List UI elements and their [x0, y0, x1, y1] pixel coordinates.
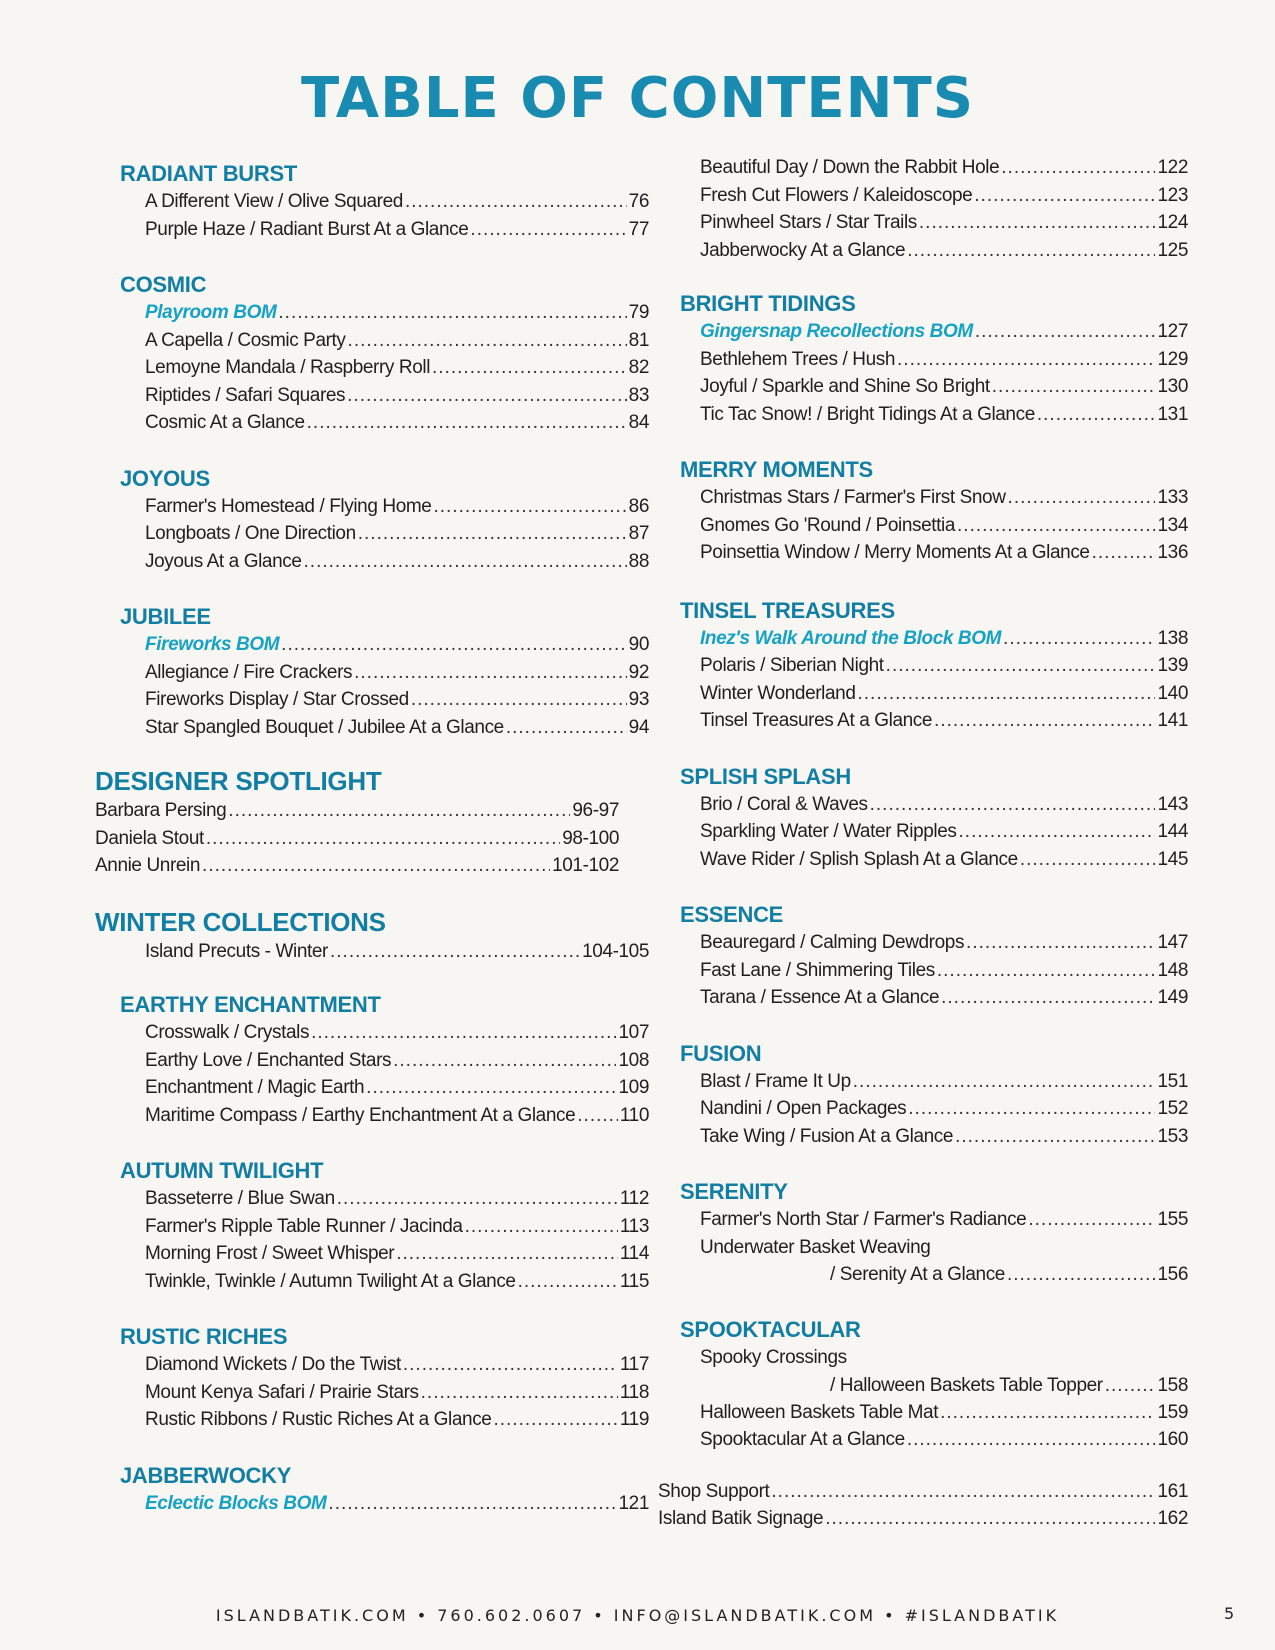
toc-entry[interactable] [95, 825, 619, 853]
toc-entry[interactable] [145, 409, 649, 437]
dot-leader [919, 209, 1156, 237]
dot-leader [328, 1490, 616, 1518]
toc-entry[interactable] [145, 1047, 649, 1075]
section-spooktacular [680, 1316, 1188, 1454]
toc-entry-line1[interactable] [700, 1344, 1188, 1372]
section-heading: FUSION [680, 1040, 762, 1066]
entry-page: 109 [618, 1077, 649, 1098]
dot-leader [396, 1240, 618, 1268]
entry-page: 125 [1157, 239, 1188, 261]
entry-page: 77 [628, 218, 649, 240]
section-joyous [95, 465, 649, 576]
section-heading: JABBERWOCKY [120, 1462, 292, 1488]
toc-entry[interactable] [700, 373, 1188, 401]
entry-page: 160 [1157, 1429, 1188, 1450]
entry-page: 104-105 [582, 940, 649, 962]
toc-entry[interactable] [145, 1351, 649, 1379]
section-winter-collections [95, 906, 649, 966]
entry-page: 147 [1157, 932, 1188, 953]
dot-leader [1007, 1261, 1156, 1288]
entry-page: 108 [618, 1049, 649, 1071]
entry-title: Winter Wonderland [700, 682, 856, 704]
entry-page: 140 [1157, 682, 1188, 704]
entry-title: Pinwheel Stars / Star Trails [700, 212, 917, 233]
dot-leader [347, 382, 626, 410]
entry-page: 115 [619, 1270, 649, 1292]
page-title: TABLE OF CONTENTS [300, 66, 975, 131]
toc-entry[interactable] [658, 1505, 1188, 1533]
dot-leader [957, 512, 1155, 540]
entry-page: 101-102 [552, 855, 619, 876]
entry-page: 127 [1157, 321, 1188, 342]
entry-title: Longboats / One Direction [145, 523, 356, 544]
dot-leader [358, 520, 627, 548]
toc-entry[interactable] [95, 852, 619, 880]
entry-title: Daniela Stout [95, 827, 204, 849]
dot-leader [1003, 625, 1155, 653]
toc-entry[interactable] [145, 1102, 649, 1130]
dot-leader [853, 1068, 1156, 1096]
entry-title: Fireworks Display / Star Crossed [145, 689, 409, 710]
entry-title: Joyful / Sparkle and Shine So Bright [700, 376, 990, 397]
dot-leader [433, 493, 626, 521]
dot-leader [577, 1102, 618, 1130]
dot-leader [908, 1095, 1155, 1123]
entry-title: Fresh Cut Flowers / Kaleidoscope [700, 184, 973, 206]
section-cosmic [95, 271, 649, 437]
section-jabberwocky [95, 1462, 649, 1518]
toc-entry[interactable] [700, 182, 1188, 210]
dot-leader [1008, 484, 1156, 512]
entry-title: A Different View / Olive Squared [145, 191, 403, 212]
entry-title: Enchantment / Magic Earth [145, 1077, 365, 1098]
toc-entry-line2[interactable] [700, 1372, 1188, 1399]
entry-title: Allegiance / Fire Crackers [145, 661, 353, 683]
toc-entry[interactable] [145, 1185, 649, 1213]
entry-title: Inez's Walk Around the Block BOM [700, 627, 1002, 649]
dot-leader [202, 852, 550, 880]
entry-page: 76 [628, 191, 649, 212]
section-designer-spotlight [95, 765, 619, 880]
entry-title: Jabberwocky At a Glance [700, 239, 906, 261]
entry-title: Purple Haze / Radiant Burst At a Glance [145, 218, 469, 240]
toc-entry[interactable] [145, 1379, 649, 1407]
toc-entry-line1[interactable] [700, 1234, 1188, 1262]
section-heading: ESSENCE [680, 902, 784, 927]
dot-leader [465, 1213, 618, 1241]
entry-title: Mount Kenya Safari / Prairie Stars [145, 1381, 419, 1403]
toc-entry[interactable] [700, 237, 1188, 265]
entry-title: Poinsettia Window / Merry Moments At a Glance [700, 542, 1090, 563]
footer-contact: ISLANDBATIK.COM • 760.602.0607 • INFO@ISLANDBATIK.COM • #ISLANDBATIK [215, 1606, 1060, 1625]
entry-title: / Serenity At a Glance [830, 1264, 1005, 1285]
section-jabberwocky-continued [680, 154, 1188, 264]
section-heading: JOYOUS [120, 465, 210, 491]
entry-title: Fireworks BOM [145, 634, 280, 655]
toc-entry-bom[interactable] [145, 631, 649, 659]
entry-title: Crosswalk / Crystals [145, 1022, 310, 1043]
entry-title: Nandini / Open Packages [700, 1098, 907, 1119]
section-tinsel-treasures [680, 597, 1188, 735]
dot-leader [403, 1351, 618, 1379]
dot-leader [506, 714, 627, 742]
entry-page: 129 [1157, 348, 1188, 370]
dot-leader [366, 1074, 616, 1102]
entry-title: Diamond Wickets / Do the Twist [145, 1354, 401, 1375]
section-heading: JUBILEE [120, 604, 211, 629]
dot-leader [857, 680, 1155, 708]
entry-title: Gnomes Go 'Round / Poinsettia [700, 514, 956, 536]
dot-leader [825, 1505, 1155, 1533]
toc-entry[interactable] [700, 846, 1188, 874]
entry-page: 139 [1157, 655, 1188, 676]
entry-page: 88 [628, 550, 649, 572]
dot-leader [975, 318, 1156, 346]
dot-leader [1028, 1206, 1155, 1234]
entry-title: Twinkle, Twinkle / Autumn Twilight At a Glance [145, 1270, 516, 1292]
entry-page: 131 [1157, 403, 1188, 425]
toc-entry[interactable] [700, 957, 1188, 985]
entry-page: 96-97 [572, 800, 619, 821]
section-radiant-burst [95, 160, 649, 243]
entry-title: Eclectic Blocks BOM [145, 1492, 327, 1514]
dot-leader [897, 346, 1155, 374]
dot-leader [432, 354, 627, 382]
entry-title: Bethlehem Trees / Hush [700, 348, 896, 370]
toc-entry[interactable] [145, 548, 649, 576]
entry-page: 123 [1157, 184, 1188, 206]
entry-page: 114 [619, 1243, 649, 1264]
entry-title: Beauregard / Calming Dewdrops [700, 932, 965, 953]
dot-leader [966, 929, 1155, 957]
dot-leader [304, 548, 627, 576]
entry-title: Underwater Basket Weaving [700, 1236, 931, 1258]
dot-leader [337, 1185, 618, 1213]
entry-page: 162 [1157, 1508, 1188, 1529]
toc-entry[interactable] [145, 382, 649, 410]
entry-page: 82 [628, 357, 649, 378]
entry-page: 161 [1157, 1480, 1188, 1502]
toc-entry[interactable] [700, 929, 1188, 957]
toc-entry[interactable] [145, 938, 649, 966]
entry-page: 133 [1157, 487, 1188, 508]
entry-title: Spooktacular At a Glance [700, 1429, 905, 1450]
entry-title: Take Wing / Fusion At a Glance [700, 1125, 954, 1147]
entry-title: Wave Rider / Splish Splash At a Glance [700, 848, 1018, 870]
entry-page: 141 [1157, 710, 1188, 731]
dot-leader [771, 1478, 1155, 1506]
section-heading: SPOOKTACULAR [680, 1317, 861, 1342]
dot-leader [959, 818, 1156, 846]
entry-title: Barbara Persing [95, 800, 227, 821]
toc-entry[interactable] [700, 401, 1188, 429]
section-fusion [680, 1040, 1188, 1151]
entry-title: Halloween Baskets Table Mat [700, 1401, 939, 1423]
toc-entry[interactable] [145, 327, 649, 355]
toc-entry[interactable] [700, 707, 1188, 735]
dot-leader [934, 707, 1155, 735]
toc-entry[interactable] [145, 216, 649, 244]
toc-entry[interactable] [145, 1074, 649, 1102]
dot-leader [1020, 846, 1156, 874]
toc-entry[interactable] [700, 791, 1188, 819]
toc-right-column [658, 154, 1188, 1533]
entry-title: Christmas Stars / Farmer's First Snow [700, 487, 1006, 508]
entry-title: Shop Support [658, 1480, 770, 1502]
entry-page: 92 [628, 661, 649, 683]
toc-entry[interactable] [700, 1068, 1188, 1096]
entry-page: 143 [1157, 793, 1188, 815]
entry-title: Riptides / Safari Squares [145, 384, 346, 406]
toc-entry[interactable] [700, 1095, 1188, 1123]
section-extras [658, 1478, 1188, 1533]
toc-entry[interactable] [700, 680, 1188, 708]
entry-title: Rustic Ribbons / Rustic Riches At a Glance [145, 1409, 492, 1430]
dot-leader [907, 237, 1155, 265]
entry-page: 158 [1157, 1374, 1188, 1396]
dot-leader [870, 791, 1156, 819]
dot-leader [311, 1019, 616, 1047]
dot-leader [1037, 401, 1156, 429]
dot-leader [206, 825, 560, 853]
entry-page: 159 [1157, 1401, 1188, 1423]
dot-leader [907, 1426, 1156, 1454]
toc-entry[interactable] [700, 1206, 1188, 1234]
entry-page: 93 [628, 689, 649, 710]
entry-title: / Halloween Baskets Table Topper [830, 1374, 1103, 1396]
entry-title: Annie Unrein [95, 855, 201, 876]
dot-leader [1105, 1372, 1156, 1399]
entry-page: 138 [1157, 627, 1188, 649]
entry-page: 117 [619, 1354, 649, 1375]
entry-page: 144 [1157, 821, 1188, 842]
dot-leader [354, 659, 627, 687]
entry-page: 151 [1157, 1070, 1188, 1092]
entry-page: 153 [1157, 1125, 1188, 1147]
section-rustic-riches [95, 1323, 649, 1434]
toc-entry[interactable] [700, 818, 1188, 846]
toc-entry[interactable] [700, 652, 1188, 680]
entry-title: Blast / Frame It Up [700, 1070, 851, 1092]
entry-page: 79 [628, 302, 649, 323]
dot-leader [1001, 154, 1155, 182]
dot-leader [940, 1399, 1155, 1427]
section-heading: RUSTIC RICHES [120, 1324, 288, 1349]
entry-page: 98-100 [562, 827, 619, 849]
entry-page: 124 [1157, 212, 1188, 233]
dot-leader [470, 216, 626, 244]
dot-leader [228, 797, 570, 825]
dot-leader [330, 938, 580, 966]
toc-entry[interactable] [700, 1426, 1188, 1454]
entry-page: 119 [619, 1409, 649, 1430]
entry-page: 152 [1157, 1098, 1188, 1119]
entry-title: Maritime Compass / Earthy Enchantment At a Glance [145, 1104, 576, 1126]
section-earthy-enchantment [95, 991, 649, 1129]
entry-page: 90 [628, 634, 649, 655]
entry-page: 94 [628, 716, 649, 738]
entry-title: Star Spangled Bouquet / Jubilee At a Glance [145, 716, 504, 738]
toc-entry-line2[interactable] [700, 1261, 1188, 1288]
section-heading: RADIANT BURST [120, 161, 297, 186]
section-autumn-twilight [95, 1157, 649, 1295]
entry-title: A Capella / Cosmic Party [145, 329, 346, 351]
dot-leader [941, 984, 1155, 1012]
section-heading: DESIGNER SPOTLIGHT [95, 766, 382, 796]
entry-page: 149 [1157, 987, 1188, 1008]
entry-title: Tinsel Treasures At a Glance [700, 710, 933, 731]
entry-page: 87 [628, 523, 649, 544]
entry-title: Gingersnap Recollections BOM [700, 321, 973, 342]
toc-entry[interactable] [145, 188, 649, 216]
dot-leader [1092, 539, 1156, 567]
toc-entry[interactable] [700, 1399, 1188, 1427]
section-jubilee [95, 603, 649, 741]
toc-entry[interactable] [145, 1213, 649, 1241]
dot-leader [518, 1268, 618, 1296]
dot-leader [493, 1406, 617, 1434]
entry-page: 84 [628, 412, 649, 433]
entry-page: 112 [619, 1188, 649, 1209]
dot-leader [992, 373, 1156, 401]
toc-entry[interactable] [700, 539, 1188, 567]
entry-page: 136 [1157, 542, 1188, 563]
entry-title: Beautiful Day / Down the Rabbit Hole [700, 157, 1000, 178]
entry-page: 86 [628, 495, 649, 517]
toc-entry-bom[interactable] [700, 625, 1188, 653]
entry-title: Joyous At a Glance [145, 550, 302, 572]
toc-entry[interactable] [700, 984, 1188, 1012]
section-heading: MERRY MOMENTS [680, 457, 873, 482]
entry-title: Brio / Coral & Waves [700, 793, 868, 815]
section-heading: TINSEL TREASURES [680, 597, 895, 623]
dot-leader [886, 652, 1156, 680]
entry-title: Island Precuts - Winter [145, 940, 328, 962]
section-merry-moments [680, 456, 1188, 567]
dot-leader [405, 188, 627, 216]
toc-entry[interactable] [95, 797, 619, 825]
entry-page: 118 [619, 1381, 649, 1403]
section-heading: BRIGHT TIDINGS [680, 291, 856, 316]
toc-entry[interactable] [700, 512, 1188, 540]
toc-entry-bom[interactable] [145, 299, 649, 327]
section-essence [680, 901, 1188, 1012]
dot-leader [955, 1123, 1155, 1151]
entry-title: Earthy Love / Enchanted Stars [145, 1049, 392, 1071]
toc-entry[interactable] [700, 154, 1188, 182]
entry-title: Basseterre / Blue Swan [145, 1188, 335, 1209]
dot-leader [411, 686, 627, 714]
entry-page: 113 [619, 1215, 649, 1237]
entry-page: 122 [1157, 157, 1188, 178]
section-heading: EARTHY ENCHANTMENT [120, 992, 381, 1017]
section-heading: SERENITY [680, 1179, 788, 1204]
entry-title: Lemoyne Mandala / Raspberry Roll [145, 357, 431, 378]
toc-entry[interactable] [145, 354, 649, 382]
entry-title: Fast Lane / Shimmering Tiles [700, 959, 935, 981]
entry-title: Morning Frost / Sweet Whisper [145, 1243, 395, 1264]
dot-leader [307, 409, 627, 437]
section-splish-splash [680, 763, 1188, 874]
entry-page: 130 [1157, 376, 1188, 397]
section-heading: COSMIC [120, 272, 207, 297]
toc-entry[interactable] [145, 1240, 649, 1268]
toc-entry[interactable] [658, 1478, 1188, 1506]
section-bright-tidings [680, 290, 1188, 428]
section-heading: AUTUMN TWILIGHT [120, 1158, 324, 1183]
toc-entry[interactable] [700, 209, 1188, 237]
toc-entry[interactable] [700, 1123, 1188, 1151]
toc-entry[interactable] [145, 1019, 649, 1047]
entry-title: Cosmic At a Glance [145, 412, 305, 433]
dot-leader [421, 1379, 618, 1407]
toc-left-column [95, 160, 649, 1517]
entry-title: Farmer's Ripple Table Runner / Jacinda [145, 1215, 463, 1237]
section-serenity [680, 1178, 1188, 1288]
entry-page: 107 [618, 1022, 649, 1043]
dot-leader [974, 182, 1155, 210]
entry-title: Sparkling Water / Water Ripples [700, 821, 957, 842]
section-heading: WINTER COLLECTIONS [95, 906, 386, 937]
entry-page: 134 [1157, 514, 1188, 536]
entry-page: 83 [628, 384, 649, 406]
toc-entry[interactable] [700, 346, 1188, 374]
dot-leader [393, 1047, 616, 1075]
entry-page: 110 [619, 1104, 649, 1126]
entry-title: Farmer's Homestead / Flying Home [145, 495, 432, 517]
entry-page: 121 [618, 1492, 649, 1514]
dot-leader [281, 631, 626, 659]
toc-entry[interactable] [145, 520, 649, 548]
toc-entry[interactable] [145, 714, 649, 742]
dot-leader [937, 957, 1156, 985]
dot-leader [278, 299, 626, 327]
entry-page: 145 [1157, 848, 1188, 870]
toc-entry-bom[interactable] [145, 1490, 649, 1518]
entry-title: Farmer's North Star / Farmer's Radiance [700, 1209, 1027, 1230]
entry-title: Spooky Crossings [700, 1347, 847, 1368]
toc-entry[interactable] [700, 484, 1188, 512]
entry-page: 156 [1157, 1264, 1188, 1285]
entry-title: Tic Tac Snow! / Bright Tidings At a Glance [700, 403, 1035, 425]
toc-entry[interactable] [145, 659, 649, 687]
entry-page: 148 [1157, 959, 1188, 981]
entry-title: Polaris / Siberian Night [700, 655, 884, 676]
entry-page: 81 [628, 329, 649, 351]
toc-entry[interactable] [145, 686, 649, 714]
page-number: 5 [1224, 1604, 1235, 1623]
dot-leader [348, 327, 627, 355]
entry-title: Island Batik Signage [658, 1508, 824, 1529]
toc-entry[interactable] [145, 1406, 649, 1434]
entry-title: Tarana / Essence At a Glance [700, 987, 940, 1008]
toc-entry[interactable] [145, 1268, 649, 1296]
toc-entry-bom[interactable] [700, 318, 1188, 346]
toc-entry[interactable] [145, 493, 649, 521]
entry-page: 155 [1157, 1209, 1188, 1230]
section-heading: SPLISH SPLASH [680, 763, 851, 789]
entry-title: Playroom BOM [145, 302, 277, 323]
